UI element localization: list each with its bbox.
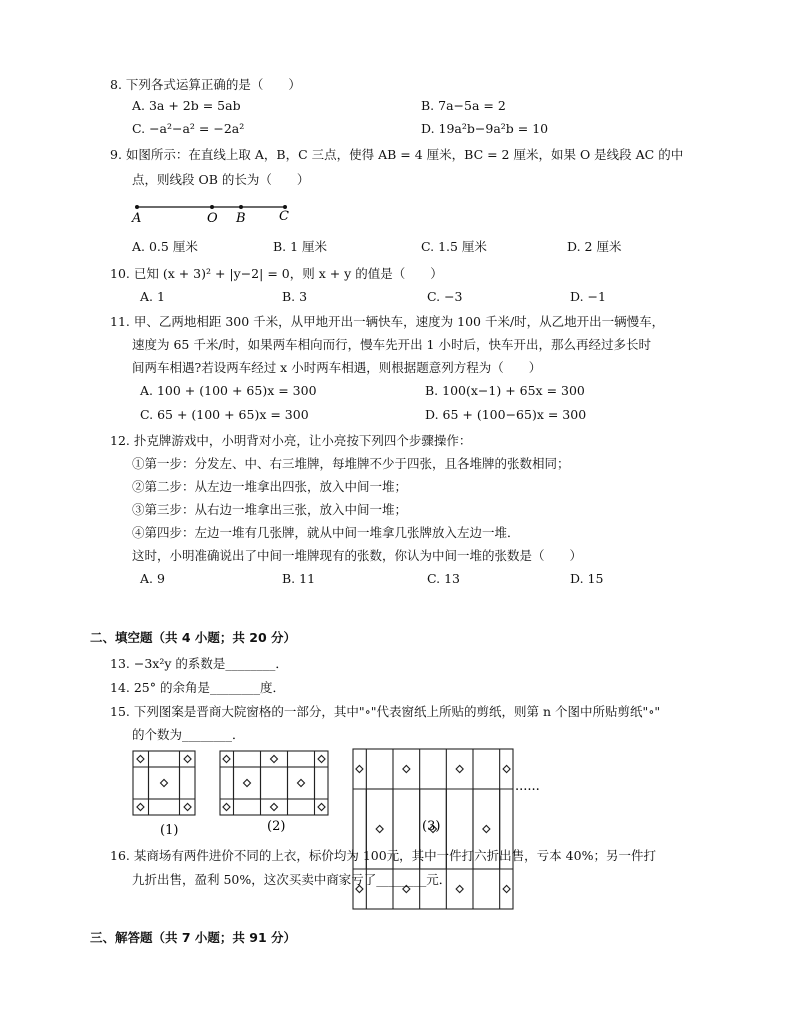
figure-1-square <box>149 767 180 799</box>
q11-stem-line3: 间两车相遇?若设两车经过 x 小时两车相遇，则根据题意列方程为（ ） <box>132 360 542 375</box>
q8-option-b: B. 7a−5a = 2 <box>421 98 506 113</box>
paper-cut-3 <box>483 825 490 832</box>
paper-cut-1 <box>137 755 144 762</box>
q13-stem: 13. −3x²y 的系数是________． <box>110 656 288 671</box>
paper-cut-1 <box>184 755 191 762</box>
figure-ellipsis: ...... <box>515 779 540 794</box>
q12-stem-line6: 这时，小明准确说出了中间一堆牌现有的张数，你认为中间一堆的张数是（ ） <box>132 548 583 563</box>
q11-option-c: C. 65 + (100 + 65)x = 300 <box>140 407 309 422</box>
figure-2-square <box>234 767 261 799</box>
q10-option-a: A. 1 <box>140 289 165 304</box>
q9-option-b: B. 1 厘米 <box>273 239 328 254</box>
paper-cut-3 <box>456 765 463 772</box>
q11-option-b: B. 100(x−1) + 65x = 300 <box>425 383 585 398</box>
paper-cut-2 <box>223 803 230 810</box>
section-fill-in-heading: 二、填空题（共 4 小题；共 20 分） <box>90 630 297 645</box>
q8-option-d: D. 19a²b−9a²b = 10 <box>421 121 549 136</box>
paper-cut-2 <box>223 755 230 762</box>
q12-option-a: A. 9 <box>140 571 165 586</box>
q10-option-b: B. 3 <box>282 289 308 304</box>
paper-cut-2 <box>318 755 325 762</box>
q11-option-a: A. 100 + (100 + 65)x = 300 <box>140 383 317 398</box>
figure-2-frame <box>220 751 328 815</box>
q11-stem-line1: 11. 甲、乙两地相距 300 千米，从甲地开出一辆快车，速度为 100 千米/时，从乙地开出一辆慢车， <box>110 314 665 329</box>
q9-stem-line1: 9. 如图所示：在直线上取 A，B，C 三点，使得 AB = 4 厘米，BC = 2 厘米，如果 O 是线段 AC 的中 <box>110 147 684 162</box>
paper-cut-3 <box>503 885 510 892</box>
paper-cut-3 <box>503 765 510 772</box>
q8-stem: 8. 下列各式运算正确的是（ ） <box>110 77 301 92</box>
q9-option-c: C. 1.5 厘米 <box>421 239 487 254</box>
q8-option-a: A. 3a + 2b = 5ab <box>132 98 241 113</box>
paper-cut-3 <box>356 765 363 772</box>
point-c-label: C <box>279 209 289 224</box>
figure-2-square <box>288 767 315 799</box>
q12-step-3: ③第三步：从右边一堆拿出三张，放入中间一堆； <box>132 502 408 517</box>
paper-cut-3 <box>376 825 383 832</box>
paper-cut-2 <box>243 779 250 786</box>
q16-stem-line1: 16. 某商场有两件进价不同的上衣，标价均为 100元，其中一件打六折出售，亏本 40%；另一件打 <box>110 848 656 863</box>
q12-step-4: ④第四步：左边一堆有几张牌，就从中间一堆拿几张牌放入左边一堆． <box>132 525 520 540</box>
figure-1-caption: (1) <box>160 823 179 838</box>
paper-cut-1 <box>137 803 144 810</box>
paper-cut-1 <box>160 779 167 786</box>
paper-cut-2 <box>297 779 304 786</box>
paper-cut-1 <box>184 803 191 810</box>
q15-stem-line1: 15. 下列图案是晋商大院窗格的一部分，其中"∘"代表窗纸上所贴的剪纸，则第 n 个图中所贴剪纸"∘" <box>110 704 661 719</box>
q15-stem-line2: 的个数为________． <box>132 727 245 742</box>
paper-cut-2 <box>318 803 325 810</box>
q12-option-b: B. 11 <box>282 571 316 586</box>
q11-option-d: D. 65 + (100−65)x = 300 <box>425 407 587 422</box>
q9-stem-line2: 点，则线段 OB 的长为（ ） <box>132 172 310 187</box>
section-answer-heading: 三、解答题（共 7 小题；共 91 分） <box>90 930 297 945</box>
paper-cut-2 <box>270 803 277 810</box>
q9-option-d: D. 2 厘米 <box>567 239 622 254</box>
paper-cut-3 <box>403 765 410 772</box>
point-b-label: B <box>236 211 246 226</box>
q12-option-d: D. 15 <box>570 571 604 586</box>
q11-stem-line2: 速度为 65 千米/时，如果两车相向而行，慢车先开出 1 小时后，快车开出，那么再经过多长时 <box>132 337 651 352</box>
q12-step-1: ①第一步：分发左、中、右三堆牌，每堆牌不少于四张，且各堆牌的张数相同； <box>132 456 570 471</box>
q10-stem: 10. 已知 (x + 3)² + |y−2| = 0，则 x + y 的值是（ ） <box>110 266 443 281</box>
q12-stem-line1: 12. 扑克牌游戏中，小明背对小亮，让小亮按下列四个步骤操作： <box>110 433 472 448</box>
q10-option-c: C. −3 <box>427 289 463 304</box>
figure-3-caption: (3) <box>422 819 441 834</box>
paper-cut-3 <box>456 885 463 892</box>
q8-option-c: C. −a²−a² = −2a² <box>132 121 245 136</box>
paper-cut-2 <box>270 755 277 762</box>
q14-stem: 14. 25° 的余角是________度． <box>110 680 285 695</box>
q10-option-d: D. −1 <box>570 289 606 304</box>
q9-option-a: A. 0.5 厘米 <box>132 239 198 254</box>
figure-2-caption: (2) <box>267 819 286 834</box>
point-o-label: O <box>207 211 218 226</box>
q12-option-c: C. 13 <box>427 571 460 586</box>
point-a-label: A <box>132 211 142 226</box>
q12-step-2: ②第二步：从左边一堆拿出四张，放入中间一堆； <box>132 479 408 494</box>
q16-stem-line2: 九折出售，盈利 50%，这次买卖中商家亏了________元． <box>132 872 452 887</box>
